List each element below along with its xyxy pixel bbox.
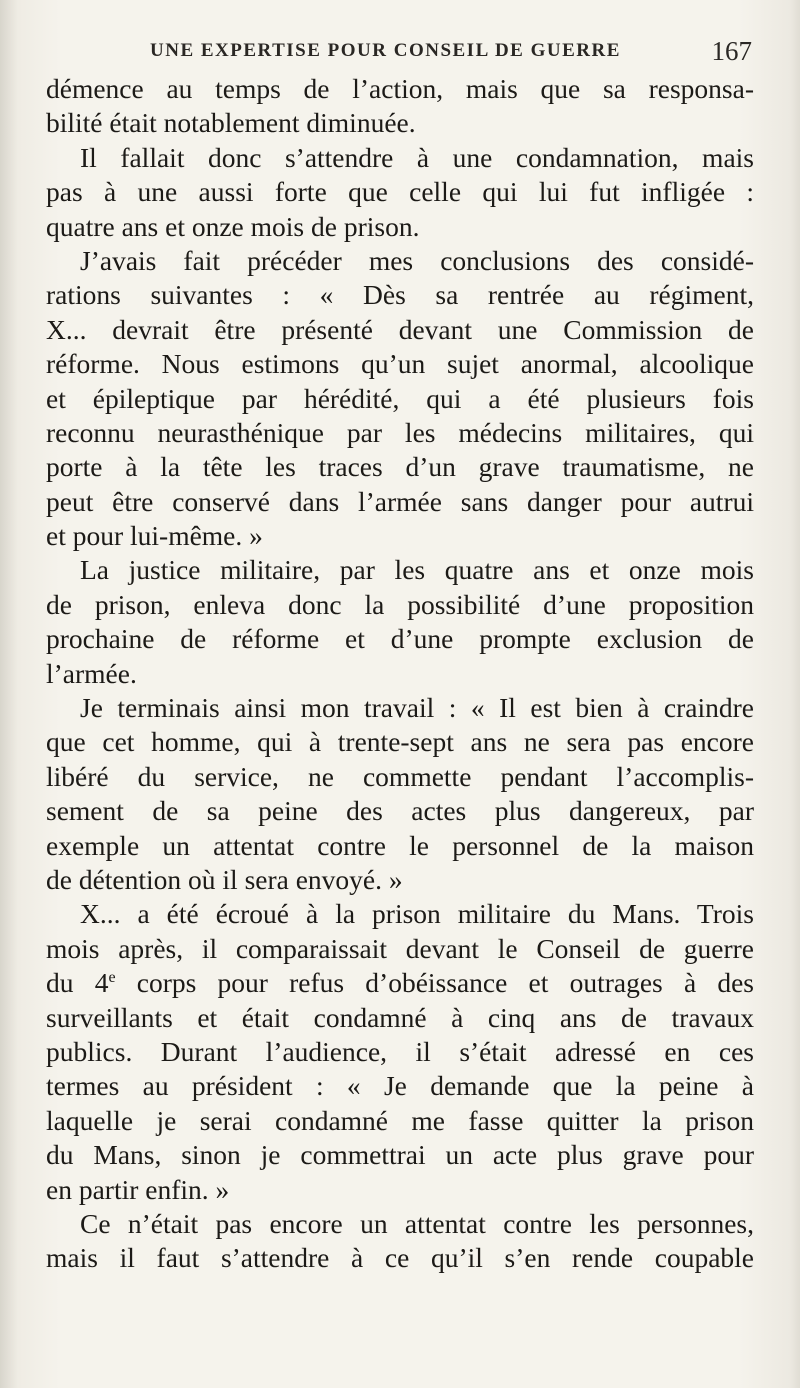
text-line: l’armée. — [46, 657, 137, 689]
text-line: démence au temps de l’action, mais que sa responsa- — [46, 73, 754, 104]
text-line: pas à une aussi forte que celle qui lui fut infligée : — [46, 176, 754, 208]
text-line: X... a été écroué à la prison militaire du Mans. Trois — [80, 898, 754, 930]
body-text — [46, 72, 754, 1276]
text-line: mois après, il comparaissait devant le Conseil de guerre — [46, 932, 754, 964]
text-line: réforme. Nous estimons qu’un sujet anormal, alcoolique — [46, 348, 754, 380]
text-line: de prison, enleva donc la possibilité d’une proposition — [46, 588, 754, 620]
text-line: que cet homme, qui à trente-sept ans ne sera pas encore — [46, 726, 754, 758]
text-line: Il fallait donc s’attendre à une condamnation, mais — [80, 141, 754, 173]
text-line: prochaine de réforme et d’une prompte exclusion de — [46, 623, 754, 655]
text-line: peut être conservé dans l’armée sans danger pour autrui — [46, 485, 754, 517]
text-line: surveillants et était condamné à cinq ans de travaux — [46, 1001, 754, 1033]
text-line: Je terminais ainsi mon travail : « Il est bien à craindre — [80, 692, 754, 724]
text-line: libéré du service, ne commette pendant l’accomplis- — [46, 760, 754, 792]
text-line: La justice militaire, par les quatre ans et onze mois — [80, 554, 754, 586]
text-line: du Mans, sinon je commettrai un acte plus grave pour — [46, 1139, 754, 1171]
text-line: porte à la tête les traces d’un grave traumatisme, ne — [46, 451, 754, 483]
page-number: 167 — [711, 36, 752, 66]
text-line: et épileptique par hérédité, qui a été plusieurs fois — [46, 382, 754, 414]
text-line: et pour lui-même. » — [46, 520, 263, 552]
text-line: X... devrait être présenté devant une Commission de — [46, 313, 754, 345]
text-line: termes au président : « Je demande que la peine à — [46, 1070, 754, 1102]
text-line: publics. Durant l’audience, il s’était adressé en ces — [46, 1035, 754, 1067]
text-line: bilité était notablement diminuée. — [46, 107, 416, 139]
text-line: sement de sa peine des actes plus dangereux, par — [46, 795, 754, 827]
text-line: de détention où il sera envoyé. » — [46, 863, 403, 895]
text-line: du 4e corps pour refus d’obéissance et outrages à des — [46, 967, 754, 999]
text-line: en partir enfin. » — [46, 1173, 230, 1205]
running-head: UNE EXPERTISE POUR CONSEIL DE GUERRE — [150, 40, 621, 61]
page-header — [150, 36, 752, 68]
text-line: exemple un attentat contre le personnel de la maison — [46, 829, 754, 861]
text-line: rations suivantes : « Dès sa rentrée au régiment, — [46, 279, 754, 311]
text-line: laquelle je serai condamné me fasse quitter la prison — [46, 1104, 754, 1136]
text-line: reconnu neurasthénique par les médecins militaires, qui — [46, 416, 754, 448]
text-line: quatre ans et onze mois de prison. — [46, 210, 420, 242]
superscript: e — [108, 969, 116, 986]
text-line: J’avais fait précéder mes conclusions des considé- — [80, 244, 754, 276]
text-line: Ce n’était pas encore un attentat contre les personnes, — [80, 1207, 754, 1239]
text-line: mais il faut s’attendre à ce qu’il s’en rende coupable — [46, 1242, 754, 1274]
